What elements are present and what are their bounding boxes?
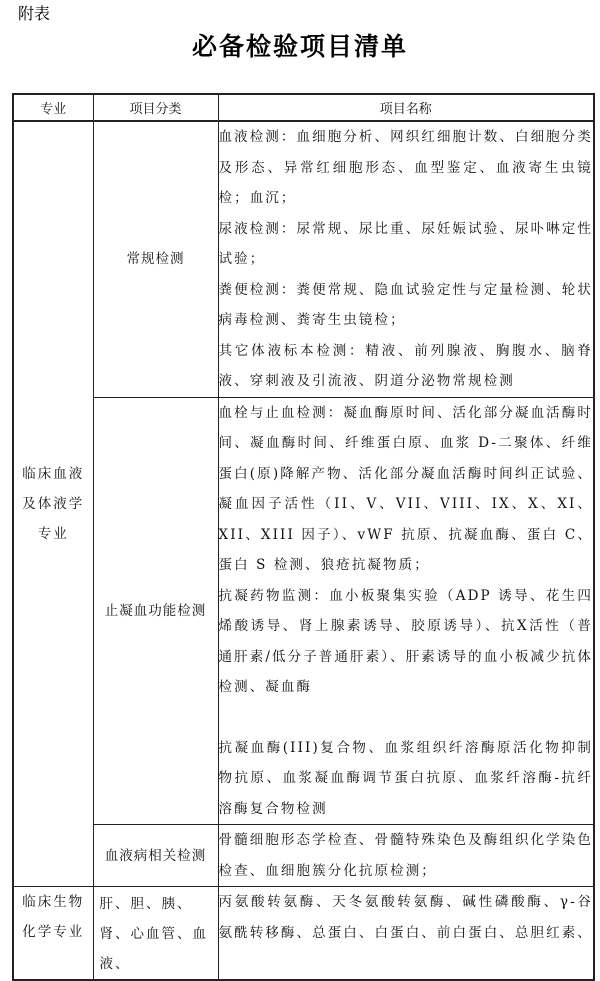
item-names-cell — [218, 825, 594, 887]
table-header-row — [13, 94, 594, 121]
major-line: 及体液学 — [22, 496, 85, 512]
blank-paragraph — [219, 703, 594, 733]
major-line: 临床生物 — [22, 894, 85, 910]
table-row — [13, 397, 594, 825]
table-row — [13, 121, 594, 397]
item-paragraph: 粪便检测：粪便常规、隐血试验定性与定量检测、轮状病毒检测、粪寄生虫镜检； — [218, 281, 593, 328]
major-line: 临床血液 — [22, 466, 85, 482]
major-line: 化学专业 — [22, 924, 85, 940]
item-names-cell — [218, 887, 594, 981]
attachment-label: 附表 — [18, 4, 51, 23]
required-tests-table — [12, 93, 595, 981]
major-cell-biochemistry — [13, 887, 93, 981]
item-names-cell — [218, 121, 594, 397]
table-row — [13, 887, 594, 981]
header-category: 项目分类 — [93, 94, 218, 121]
major-line: 专业 — [37, 526, 69, 542]
header-major: 专业 — [13, 94, 93, 121]
item-paragraph: 抗凝药物监测：血小板聚集实验（ADP 诱导、花生四烯酸诱导、肾上腺素诱导、胶原诱导）、抗X活性（普通肝素/低分子普通肝素）、肝素诱导的血小板减少抗体检测、凝血酶 — [218, 587, 593, 695]
category-cell: 常规检测 — [93, 121, 218, 397]
item-paragraph: 骨髓细胞形态学检查、骨髓特殊染色及酶组织化学染色检查、血细胞簇分化抗原检测； — [218, 832, 593, 879]
category-cell: 肝、胆、胰、肾、心血管、血液、 — [93, 887, 218, 981]
item-paragraph: 血液检测：血细胞分析、网织红细胞计数、白细胞分类及形态、异常红细胞形态、血型鉴定、血液寄生虫镜检；血沉； — [218, 129, 593, 206]
table-row — [13, 825, 594, 887]
category-cell: 止凝血功能检测 — [93, 397, 218, 825]
item-paragraph: 其它体液标本检测：精液、前列腺液、胸腹水、脑脊液、穿刺液及引流液、阴道分泌物常规检测 — [218, 342, 593, 389]
item-paragraph: 抗凝血酶(III)复合物、血浆组织纤溶酶原活化物抑制物抗原、血浆凝血酶调节蛋白抗原、血浆纤溶酶-抗纤溶酶复合物检测 — [218, 739, 593, 817]
item-paragraph: 丙氨酸转氨酶、天冬氨酸转氨酶、碱性磷酸酶、γ-谷氨酰转移酶、总蛋白、白蛋白、前白蛋白、总胆红素、 — [218, 894, 593, 941]
item-paragraph: 血栓与止血检测：凝血酶原时间、活化部分凝血活酶时间、凝血酶时间、纤维蛋白原、血浆 D-二聚体、纤维蛋白(原)降解产物、活化部分凝血活酶时间纠正试验、凝血因子活性（II、V、VII、VIII、IX、X、XI、XII、XIII 因子）、vWF 抗原、抗凝血酶、蛋白 C、蛋白 S 检测、狼疮抗凝物质； — [218, 404, 593, 573]
item-names-cell — [218, 397, 594, 825]
document-title: 必备检验项目清单 — [191, 32, 408, 61]
category-cell: 血液病相关检测 — [93, 825, 218, 887]
major-cell-hematology — [13, 121, 93, 887]
header-item-names: 项目名称 — [218, 94, 594, 121]
item-paragraph: 尿液检测：尿常规、尿比重、尿妊娠试验、尿卟啉定性试验； — [218, 220, 593, 267]
